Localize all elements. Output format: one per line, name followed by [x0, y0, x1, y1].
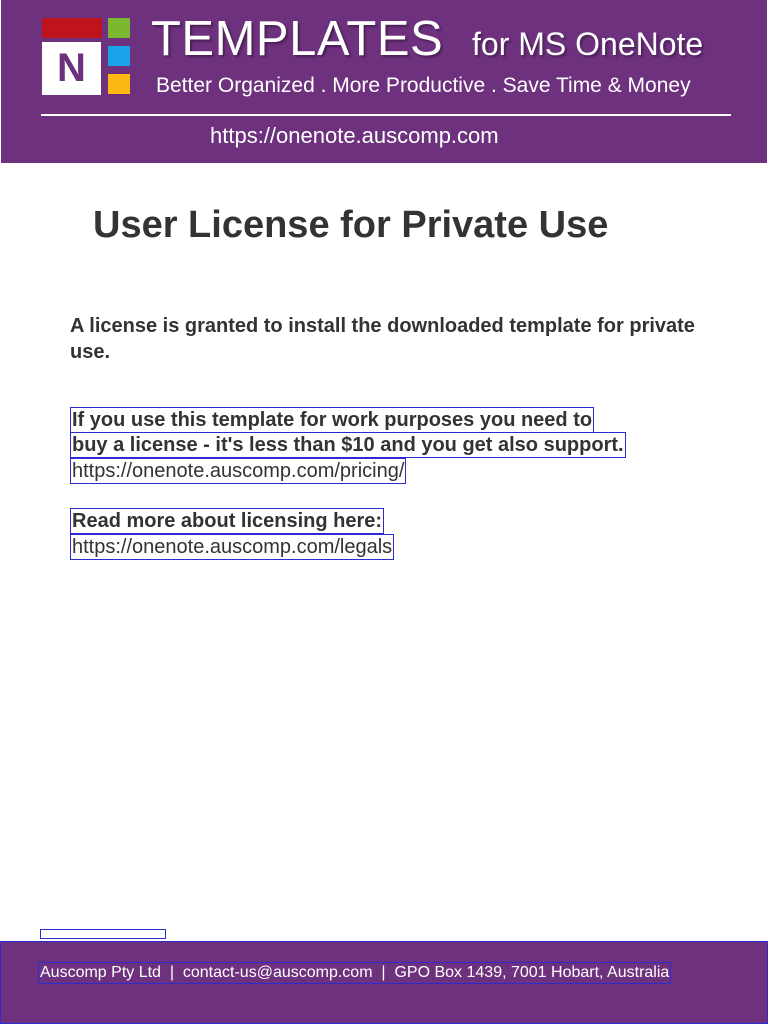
- banner-tagline: Better Organized . More Productive . Save Time & Money: [156, 74, 691, 97]
- banner-title: TEMPLATES: [151, 12, 444, 66]
- legals-link[interactable]: https://onenote.auscomp.com/legals: [72, 536, 393, 558]
- license-grant-text: A license is granted to install the downloaded template for private use.: [70, 315, 695, 363]
- pricing-link[interactable]: https://onenote.auscomp.com/pricing/: [72, 460, 405, 482]
- work-notice-line-2[interactable]: buy a license - it's less than $10 and you get also support.: [72, 434, 624, 456]
- logo-letter: N: [42, 42, 101, 95]
- logo-green-tile: [108, 18, 130, 38]
- banner-subtitle: for MS OneNote: [472, 26, 704, 62]
- logo-blue-tile: [108, 46, 130, 66]
- banner-website-link[interactable]: https://onenote.auscomp.com: [210, 123, 499, 148]
- onenote-logo: [42, 18, 130, 96]
- empty-link-box[interactable]: [40, 929, 166, 939]
- header-banner: [1, 0, 767, 163]
- logo-yellow-tile: [108, 74, 130, 94]
- work-notice-line-1[interactable]: If you use this template for work purposes you need to: [72, 409, 593, 431]
- logo-red-tile: [42, 18, 102, 38]
- banner-divider: [41, 114, 731, 116]
- footer-banner: [0, 941, 768, 1024]
- footer-contact-info[interactable]: Auscomp Pty Ltd | contact-us@auscomp.com | GPO Box 1439, 7001 Hobart, Australia: [38, 962, 671, 984]
- read-more-label[interactable]: Read more about licensing here:: [72, 510, 383, 532]
- page-title: User License for Private Use: [93, 204, 609, 246]
